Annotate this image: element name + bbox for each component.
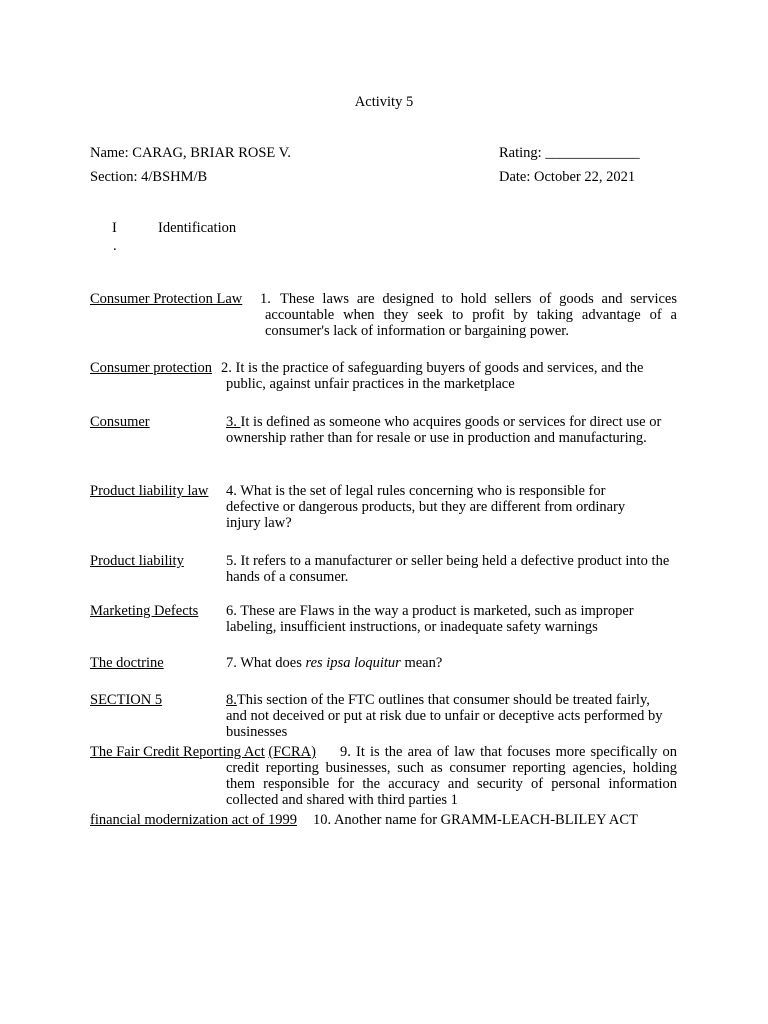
question-7: 7. What does res ipsa loquitur mean? — [226, 655, 443, 671]
question-3: 3. It is defined as someone who acquires goods or services for direct use or ownership rather than for resale or use in production and manufacturing. — [226, 414, 662, 446]
question-number-8: 8. — [226, 692, 237, 708]
question-number-3: 3. — [226, 414, 241, 430]
question-10: 10. Another name for GRAMM-LEACH-BLILEY ACT — [313, 812, 638, 828]
answer-6: Marketing Defects — [90, 603, 199, 619]
question-number-1: 1. — [260, 291, 271, 307]
answer-10: financial modernization act of 1999 — [90, 812, 297, 828]
student-name: Name: CARAG, BRIAR ROSE V. — [90, 145, 291, 161]
question-4: 4. What is the set of legal rules concerning who is responsible for defective or dangerous products, but they are different from ordinary injury law? — [226, 483, 626, 531]
part-label: Identification — [158, 220, 237, 236]
question-6: 6. These are Flaws in the way a product is marketed, such as improper labeling, insufficient instructions, or inadequate safety warnings — [226, 603, 634, 635]
rating-field: Rating: _____________ — [499, 145, 640, 161]
student-section: Section: 4/BSHM/B — [90, 169, 208, 185]
question-2: 2. It is the practice of safeguarding buyers of goods and services, and the public, against unfair practices in the marketplace — [221, 360, 644, 392]
date-field: Date: October 22, 2021 — [499, 169, 636, 185]
answer-2: Consumer protection — [90, 360, 213, 376]
part-roman-numeral: I — [112, 220, 117, 236]
answer-3: Consumer — [90, 414, 150, 430]
question-8: 8.This section of the FTC outlines that consumer should be treated fairly, and not deceived or put at risk due to unfair or deceptive acts performed by businesses — [226, 692, 663, 740]
answer-7: The doctrine — [90, 655, 164, 671]
part-roman-dot: . — [113, 238, 117, 254]
question-5: 5. It refers to a manufacturer or seller being held a defective product into the hands of a consumer. — [226, 553, 670, 585]
question-1: These laws are designed to hold sellers of goods and services accountable when they seek to profit by taking advantage of a consumer's lack of information or bargaining power. — [265, 291, 677, 339]
page-title: Activity 5 — [354, 94, 414, 110]
answer-1: Consumer Protection Law — [90, 291, 243, 307]
answer-4: Product liability law — [90, 483, 209, 499]
answer-5: Product liability — [90, 553, 184, 569]
answer-9: The Fair Credit Reporting Act (FCRA) — [90, 744, 316, 760]
answer-8: SECTION 5 — [90, 692, 163, 708]
question-9: 9. It is the area of law that focuses more specifically on credit reporting businesses, such as consumer reporting agencies, holding them responsible for the accuracy and security of personal information collected and shared with third parties 1 — [226, 744, 677, 808]
answer-9-abbrev: (FCRA) — [268, 744, 316, 760]
